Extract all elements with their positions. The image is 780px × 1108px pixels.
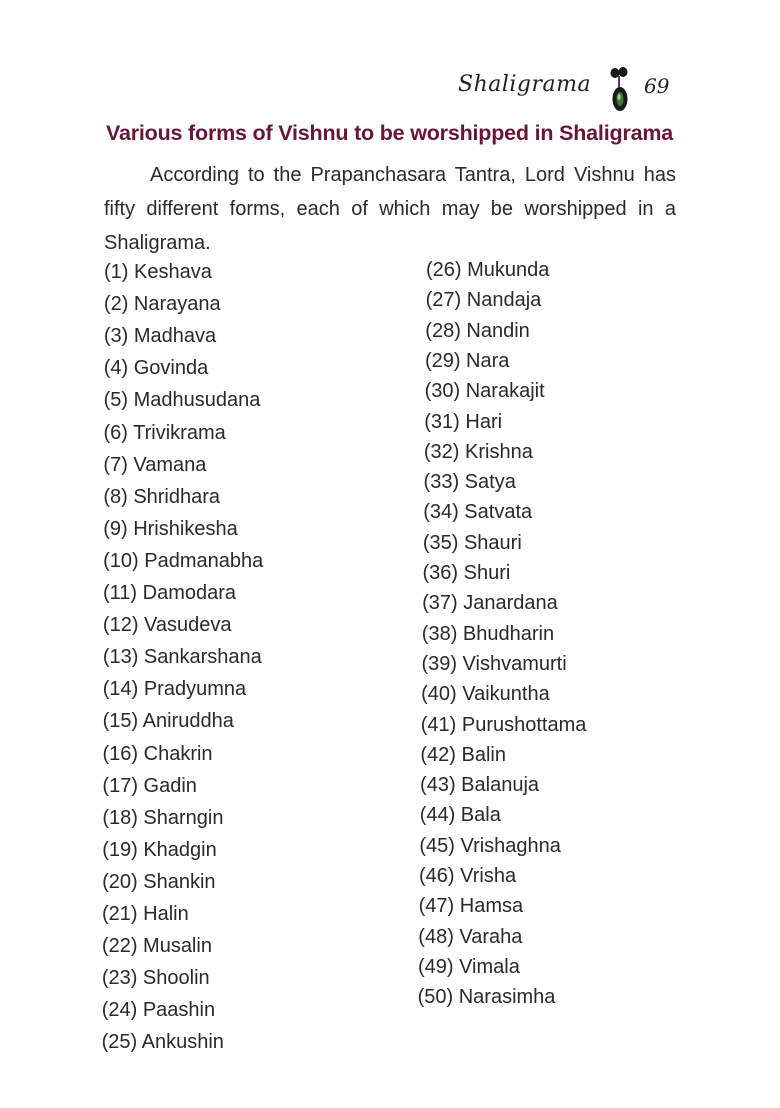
list-item: (35) Shauri	[422, 531, 522, 554]
list-item: (49) Vimala	[417, 955, 520, 978]
list-item: (32) Krishna	[423, 440, 533, 463]
running-head	[458, 66, 688, 116]
list-item: (2) Narayana	[103, 293, 221, 316]
list-item: (22) Musalin	[101, 935, 212, 958]
list-item: (36) Shuri	[422, 562, 511, 584]
list-item: (25) Ankushin	[101, 1031, 224, 1054]
intro-line: According to the Prapanchasara Tantra, Lord Vishnu has	[150, 164, 676, 186]
list-item: (27) Nandaja	[425, 289, 542, 312]
list-item: (14) Pradyumna	[102, 678, 247, 701]
list-item: (37) Janardana	[422, 592, 558, 615]
list-item: (29) Nara	[424, 349, 510, 372]
list-item: (20) Shankin	[102, 870, 216, 893]
list-item: (24) Paashin	[101, 999, 216, 1022]
list-item: (31) Hari	[424, 410, 503, 433]
shaligrama-stone-icon	[608, 66, 630, 114]
list-item: (26) Mukunda	[426, 259, 550, 281]
list-item: (28) Nandin	[425, 319, 530, 342]
list-item: (34) Satvata	[423, 501, 533, 524]
list-item: (50) Narasimha	[417, 986, 556, 1009]
list-item: (23) Shoolin	[101, 967, 210, 990]
intro-paragraph	[104, 158, 676, 260]
list-item: (21) Halin	[102, 903, 189, 925]
list-item: (10) Padmanabha	[103, 549, 264, 572]
list-item: (1) Keshava	[104, 261, 212, 283]
list-item: (4) Govinda	[103, 357, 209, 380]
list-item: (19) Khadgin	[102, 838, 217, 861]
list-item: (13) Sankarshana	[102, 646, 262, 669]
list-item: (3) Madhava	[103, 325, 217, 348]
page-number: 69	[644, 74, 670, 98]
list-item: (48) Varaha	[418, 925, 523, 948]
list-item: (42) Balin	[420, 743, 506, 766]
list-item: (39) Vishvamurti	[421, 652, 567, 675]
list-item: (7) Vamana	[103, 453, 207, 476]
list-item: (45) Vrishaghna	[419, 834, 561, 857]
list-item: (38) Bhudharin	[421, 622, 555, 645]
list-item: (16) Chakrin	[102, 742, 213, 765]
list-item: (11) Damodara	[103, 582, 237, 604]
section-heading: Various forms of Vishnu to be worshipped in Shaligrama	[106, 121, 674, 145]
list-item: (6) Trivikrama	[103, 421, 226, 444]
list-item: (44) Bala	[419, 804, 501, 827]
list-item: (43) Balanuja	[420, 774, 540, 797]
list-item: (30) Narakajit	[424, 380, 545, 403]
list-item: (12) Vasudeva	[102, 614, 232, 637]
list-item: (18) Sharngin	[102, 806, 224, 829]
list-item: (47) Hamsa	[418, 895, 524, 918]
list-item: (33) Satya	[423, 471, 516, 494]
list-item: (40) Vaikuntha	[421, 683, 550, 706]
intro-line: Shaligrama.	[104, 232, 211, 254]
list-item: (8) Shridhara	[103, 485, 221, 508]
list-item: (17) Gadin	[102, 774, 197, 797]
list-item: (41) Purushottama	[420, 713, 587, 736]
running-head-title: Shaligrama	[458, 72, 592, 97]
list-item: (5) Madhusudana	[103, 389, 261, 412]
list-item: (46) Vrisha	[419, 865, 517, 887]
list-item: (15) Aniruddha	[102, 710, 234, 733]
intro-line: fifty different forms, each of which may be worshipped in a	[104, 198, 676, 220]
list-item: (9) Hrishikesha	[103, 517, 238, 540]
